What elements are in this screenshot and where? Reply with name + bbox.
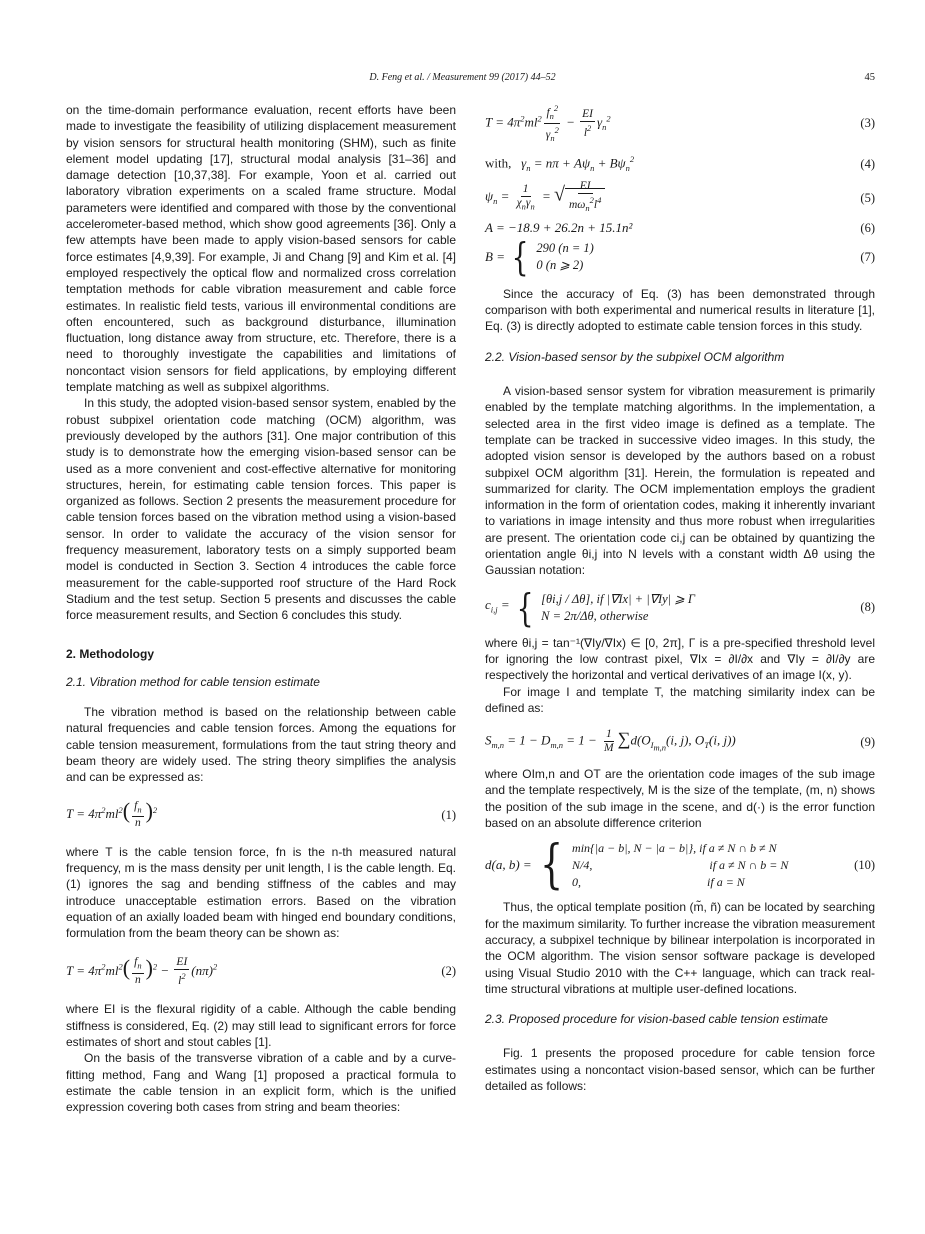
equation-3-number: (3) xyxy=(860,116,875,131)
paragraph-eq3-adoption: Since the accuracy of Eq. (3) has been demonstrated through comparison with both experimental and numerical results in literature [1], Eq. (3) is directly adopted to estimate cable tension forces in this study. xyxy=(485,286,875,334)
equation-6-number: (6) xyxy=(860,220,875,235)
equation-4-number: (4) xyxy=(860,156,875,171)
equation-10: d(a, b) = { min{|a − b|, N − |a − b|}, if a ≠ N ∩ b ≠ N N/4, if a ≠ N ∩ b = N 0, if a = N (10) xyxy=(485,835,875,896)
right-column xyxy=(485,102,875,1094)
equation-6 xyxy=(485,220,875,236)
equation-4: with, $\gamma_n = n\pi + A\psi_n + B\psi_n^2$ (4) xyxy=(485,154,875,174)
left-column xyxy=(66,102,456,1116)
equation-6-text: A = −18.9 + 26.2n + 15.1n² xyxy=(485,219,633,235)
equation-8: $c_{i,j}$ = { [θi,j / Δθ], if |∇Ix| + |∇Iy| ⩾ Γ N = 2π/Δθ, otherwise (8) xyxy=(485,585,875,630)
paragraph-eq1-explanation: where T is the cable tension force, fn is the n-th measured natural frequency, m is the mass density per unit length, l is the cable length. Eq. (1) ignores the sag and bending stiffness of the cables and may introduce unacceptable estimation errors. Based on the vibration equation of an axially loaded beam with hinged end boundary conditions, formulation from the beam theory can be shown as: xyxy=(66,844,456,941)
equation-2-number: (2) xyxy=(441,964,456,979)
equation-2: $T = 4\pi^2ml^2$( $\frac{f_n}{n}$ )$^2$ − $\frac{EI}{l^2}$ $(n\pi)^2$ (2) xyxy=(66,954,456,987)
equation-9-number: (9) xyxy=(860,735,875,749)
equation-1: $T = 4\pi^2ml^2$( $\frac{f_n}{n}$ )$^2$ (1) xyxy=(66,797,456,829)
subsection-heading-2-3: 2.3. Proposed procedure for vision-based cable tension estimate xyxy=(485,1012,828,1027)
paragraph-subpixel-technique: Thus, the optical template position (m̃, ñ) can be located by searching for the maximum similarity. To further increase the vibration measurement accuracy, a subpixel technique by bilinear interpolation is incorporated in the OCM algorithm. The vision sensor software package is developed using Visual Studio 2010 with the C++ language, which can track real-time structural vibrations at multiple user-defined locations. xyxy=(485,900,875,996)
equation-7-number: (7) xyxy=(860,249,875,264)
equation-10-case-1: min{|a − b|, N − |a − b|}, if a ≠ N ∩ b ≠ N xyxy=(572,840,777,855)
running-head: D. Feng et al. / Measurement 99 (2017) 44–52 xyxy=(369,72,556,83)
equation-10-case-3: 0, if a = N xyxy=(572,874,745,889)
paragraph-vibration-method: The vibration method is based on the relationship between cable natural frequencies and cable tension forces. Among the equations for cable tension measurement, formulations from the taut string theory and beam theory are widely used. The string theory simplifies the analysis and can be expressed as: xyxy=(66,705,456,785)
equation-8-number: (8) xyxy=(860,600,875,615)
paragraph-fang-wang: On the basis of the transverse vibration of a cable and by a curve-fitting method, Fang and Wang [1] proposed a practical formula to estimate the cable tension in an explicit form, which is the unified expression covering both cases from string and beam theories: xyxy=(66,1051,456,1115)
equation-5: $\psi_n$ = $\frac{1}{\chi_n\gamma_n}$ = √ $\frac{EI}{m\omega_n^2l^4}$ (5) xyxy=(485,180,875,214)
paragraph-eq8-explanation: where θi,j = tan⁻¹(∇Iy/∇Ix) ∈ [0, 2π], Γ is a pre-specified threshold level for ignoring the low contrast pixel, ∇Ix = ∂I/∂x and ∇Iy = ∂I/∂y are respectively the horizontal and vertical derivatives of an image I(x, y). xyxy=(485,635,875,683)
page-number: 45 xyxy=(864,72,875,83)
subsection-heading-2-1: 2.1. Vibration method for cable tension estimate xyxy=(66,674,320,689)
equation-5-number: (5) xyxy=(860,190,875,205)
paragraph-proposed-procedure: Fig. 1 presents the proposed procedure for cable tension force estimates using a noncontact vision-based sensor, which can be further detailed as follows: xyxy=(485,1046,875,1094)
equation-3: $T = 4\pi^2ml^2$ $\frac{f_n^2}{\gamma_n^2}$ − $\frac{EI}{l^2}$ $\gamma_n^2$ (3) xyxy=(485,103,875,144)
paragraph-eq9-explanation: where OIm,n and OT are the orientation code images of the sub image and the template respectively, M is the size of the template, (m, n) shows the position of the sub image in the scene, and d(·) is the error function based on an absolute difference criterion xyxy=(485,767,875,831)
equation-7-case-2: 0 (n ⩾ 2) xyxy=(536,257,584,272)
equation-7-case-1: 290 (n = 1) xyxy=(536,240,594,255)
paragraph-similarity-intro: For image I and template T, the matching similarity index can be defined as: xyxy=(485,684,875,715)
equation-1-number: (1) xyxy=(441,807,456,822)
equation-9: $S_{m,n} = 1 - D_{m,n} = 1$ − $\frac{1}{M}$ $\sum d(O_{I_{m,n}}(i$, j), $O_T(i$, j)) (9) xyxy=(485,728,875,755)
paragraph-intro-continued: on the time-domain performance evaluation, recent efforts have been made to investigate the feasibility of utilizing displacement measurement by vision sensors for structural health monitoring (SHM), such as finite element model updating [17], structural modal analysis [31–36] and damage detection [10,37,38]. For example, Yoon et al. carried out laboratory vibration experiments on a scaled frame structure. Modal parameters were identified and compared with those by the conventional accelerometer-based method, which show good agreements [36]. Only a few attempts have been made to apply vision-based sensors for cable force estimates [4,9,39]. For example, Ji and Chang [9] and Kim et al. [4] employed respectively the optical flow and normalized cross correlation temptation methods for cable vibration measurement and cable force estimates. In realistic field tests, various ill environmental conditions are often encountered, such as background disturbance, illumination fluctuation, long distance away from structure, etc. Therefore, there is a need to thoroughly investigate the capabilities and limitations of noncontact vision sensors for field applications, by employing different template matching as well as subpixel algorithms. xyxy=(66,103,456,395)
equation-8-case-1: [θi,j / Δθ], if |∇Ix| + |∇Iy| ⩾ Γ xyxy=(541,591,695,606)
paragraph-study-overview: In this study, the adopted vision-based sensor system, enabled by the robust subpixel orientation code matching (OCM) algorithm, was previously developed by the authors [31]. One major contribution of this study is to demonstrate how the emerging vision-based sensor can be used as a more convenient and cost-effective alternative for monitoring structures, herein, for estimating cable tension forces. This paper is organized as follows. Section 2 presents the measurement procedure for cable tension forces based on the vibration method using a vision-based sensor. In order to validate the accuracy of the vision sensor for frequency measurement, laboratory tests on a simply supported beam model is conducted in Section 3. Section 4 introduces the cable force measurement for the cable-supported roof structure of the Hard Rock Stadium and the test setup. Section 5 presents and discusses the cable force measurement results, and Section 6 concludes this study. xyxy=(66,396,456,623)
paragraph-eq2-explanation: where EI is the flexural rigidity of a cable. Although the cable bending stiffness is considered, Eq. (2) may still lead to significant errors for force estimates of short and stout cables [1]. xyxy=(66,1002,456,1050)
equation-7: B = { 290 (n = 1) 0 (n ⩾ 2) (7) xyxy=(485,234,875,279)
section-heading-methodology: 2. Methodology xyxy=(66,646,154,661)
paragraph-vision-sensor: A vision-based sensor system for vibration measurement is primarily enabled by the template matching algorithms. In the implementation, a selected area in the first video image is defined as a template. The template can be tracked in successive video images. In this study, the adopted vision sensor is developed by the authors based on a robust subpixel OCM algorithm [31]. Herein, the formulation is repeated and summarized for clarity. The OCM implementation employs the gradient information in the form of orientation codes, making it inherently invariant to variations in image intensity and thus more robust when irregularities are present. The orientation code ci,j can be obtained by quantizing the orientation angle θi,j into N levels with a constant width Δθ using the Gaussian notation: xyxy=(485,384,875,578)
equation-8-case-2: N = 2π/Δθ, otherwise xyxy=(541,608,649,623)
equation-10-number: (10) xyxy=(854,858,875,873)
equation-10-case-2: N/4, if a ≠ N ∩ b = N xyxy=(572,857,789,872)
subsection-heading-2-2: 2.2. Vision-based sensor by the subpixel OCM algorithm xyxy=(485,349,785,364)
